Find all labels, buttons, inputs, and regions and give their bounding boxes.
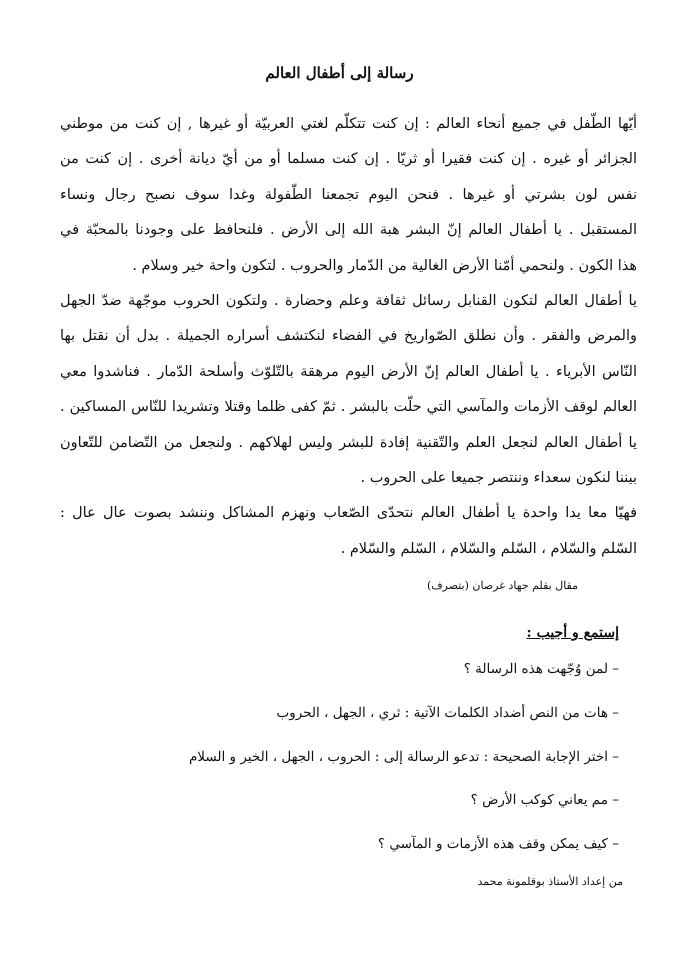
letter-body <box>60 110 637 570</box>
question-item: – مم يعاني كوكب الأرض ؟ <box>470 792 619 809</box>
question-item: – لمن وُجّهت هذه الرسالة ؟ <box>463 661 619 677</box>
letter-line: يا أطفال العالم لنجعل العلم والتّقنية إفادة للبشر وليس لهلاكهم . ولنجعل من التّضامن للتّعاون <box>60 434 637 451</box>
questions-list <box>0 654 619 873</box>
author-credit: من إعداد الأستاذ بوقلمونة محمد <box>477 875 623 888</box>
question-item: – اختر الإجابة الصحيحة : تدعو الرسالة إلى : الحروب ، الجهل ، الخير و السلام <box>188 748 619 765</box>
letter-line: والمرض والفقر . وأن نطلق الصّواريخ في الفضاء لنكتشف أسراره الجميلة . بدل أن نقتل بها <box>60 328 637 345</box>
letter-line: السّلم والسّلام ، السّلم والسّلام ، السّلم والسّلام . <box>340 540 637 557</box>
letter-line: العالم لوقف الأزمات والمآسي التي حلّت بالبشر . ثمّ كفى ظلما وقتلا وتشريدا للنّاس المساكين . <box>60 399 637 416</box>
question-item: – كيف يمكن وقف هذه الأزمات و المآسي ؟ <box>377 836 619 853</box>
letter-line: الجزائر أو غيره . إن كنت فقيرا أو ثريّا . إن كنت مسلما أو من أيّ ديانة أخرى . إن كنت من <box>60 151 637 168</box>
letter-line: النّاس الأبرياء . يا أطفال العالم إنّ الأرض اليوم مرهقة بالتّلوّث وأسلحة الدّمار . فناشدوا معي <box>60 363 637 380</box>
letter-line: أيّها الطّفل في جميع أنحاء العالم : إن كنت تتكلّم لغتي العربيّة أو غيرها , إن كنت من موطني <box>60 116 637 132</box>
letter-line: فهيّا معا يدا واحدة يا أطفال العالم نتحدّى الصّعاب ونهزم المشاكل وننشد بصوت عال عال : <box>60 505 637 522</box>
letter-line: المستقبل . يا أطفال العالم إنّ البشر هبة الله إلى الأرض . فلنحافظ على وجودنا بالمحبّة في <box>60 222 637 239</box>
letter-line: نفس لون بشرتي أو غيرها . فنحن اليوم تجمعنا الطّفولة وغدا سوف نصبح رجال ونساء <box>60 186 637 203</box>
question-item: – هات من النص أضداد الكلمات الآتية : ثري ، الجهل ، الحروب <box>276 704 619 721</box>
article-attribution: مقال بقلم جهاد غرصان (بتصرف) <box>426 579 578 592</box>
letter-line: بيننا لنكون سعداء وننتصر جميعا على الحروب . <box>360 469 637 486</box>
questions-heading: إستمع و أجيب : <box>526 625 619 641</box>
document-title: رسالة إلى أطفال العالم <box>265 64 414 82</box>
letter-line: هذا الكون . ولنحمي أمّنا الأرض الغالية من الدّمار والحروب . لتكون واحة خير وسلام . <box>132 257 637 274</box>
letter-line: يا أطفال العالم لتكون القنابل رسائل ثقافة وعلم وحضارة . ولتكون الحروب موجّهة ضدّ الجهل <box>60 292 637 309</box>
